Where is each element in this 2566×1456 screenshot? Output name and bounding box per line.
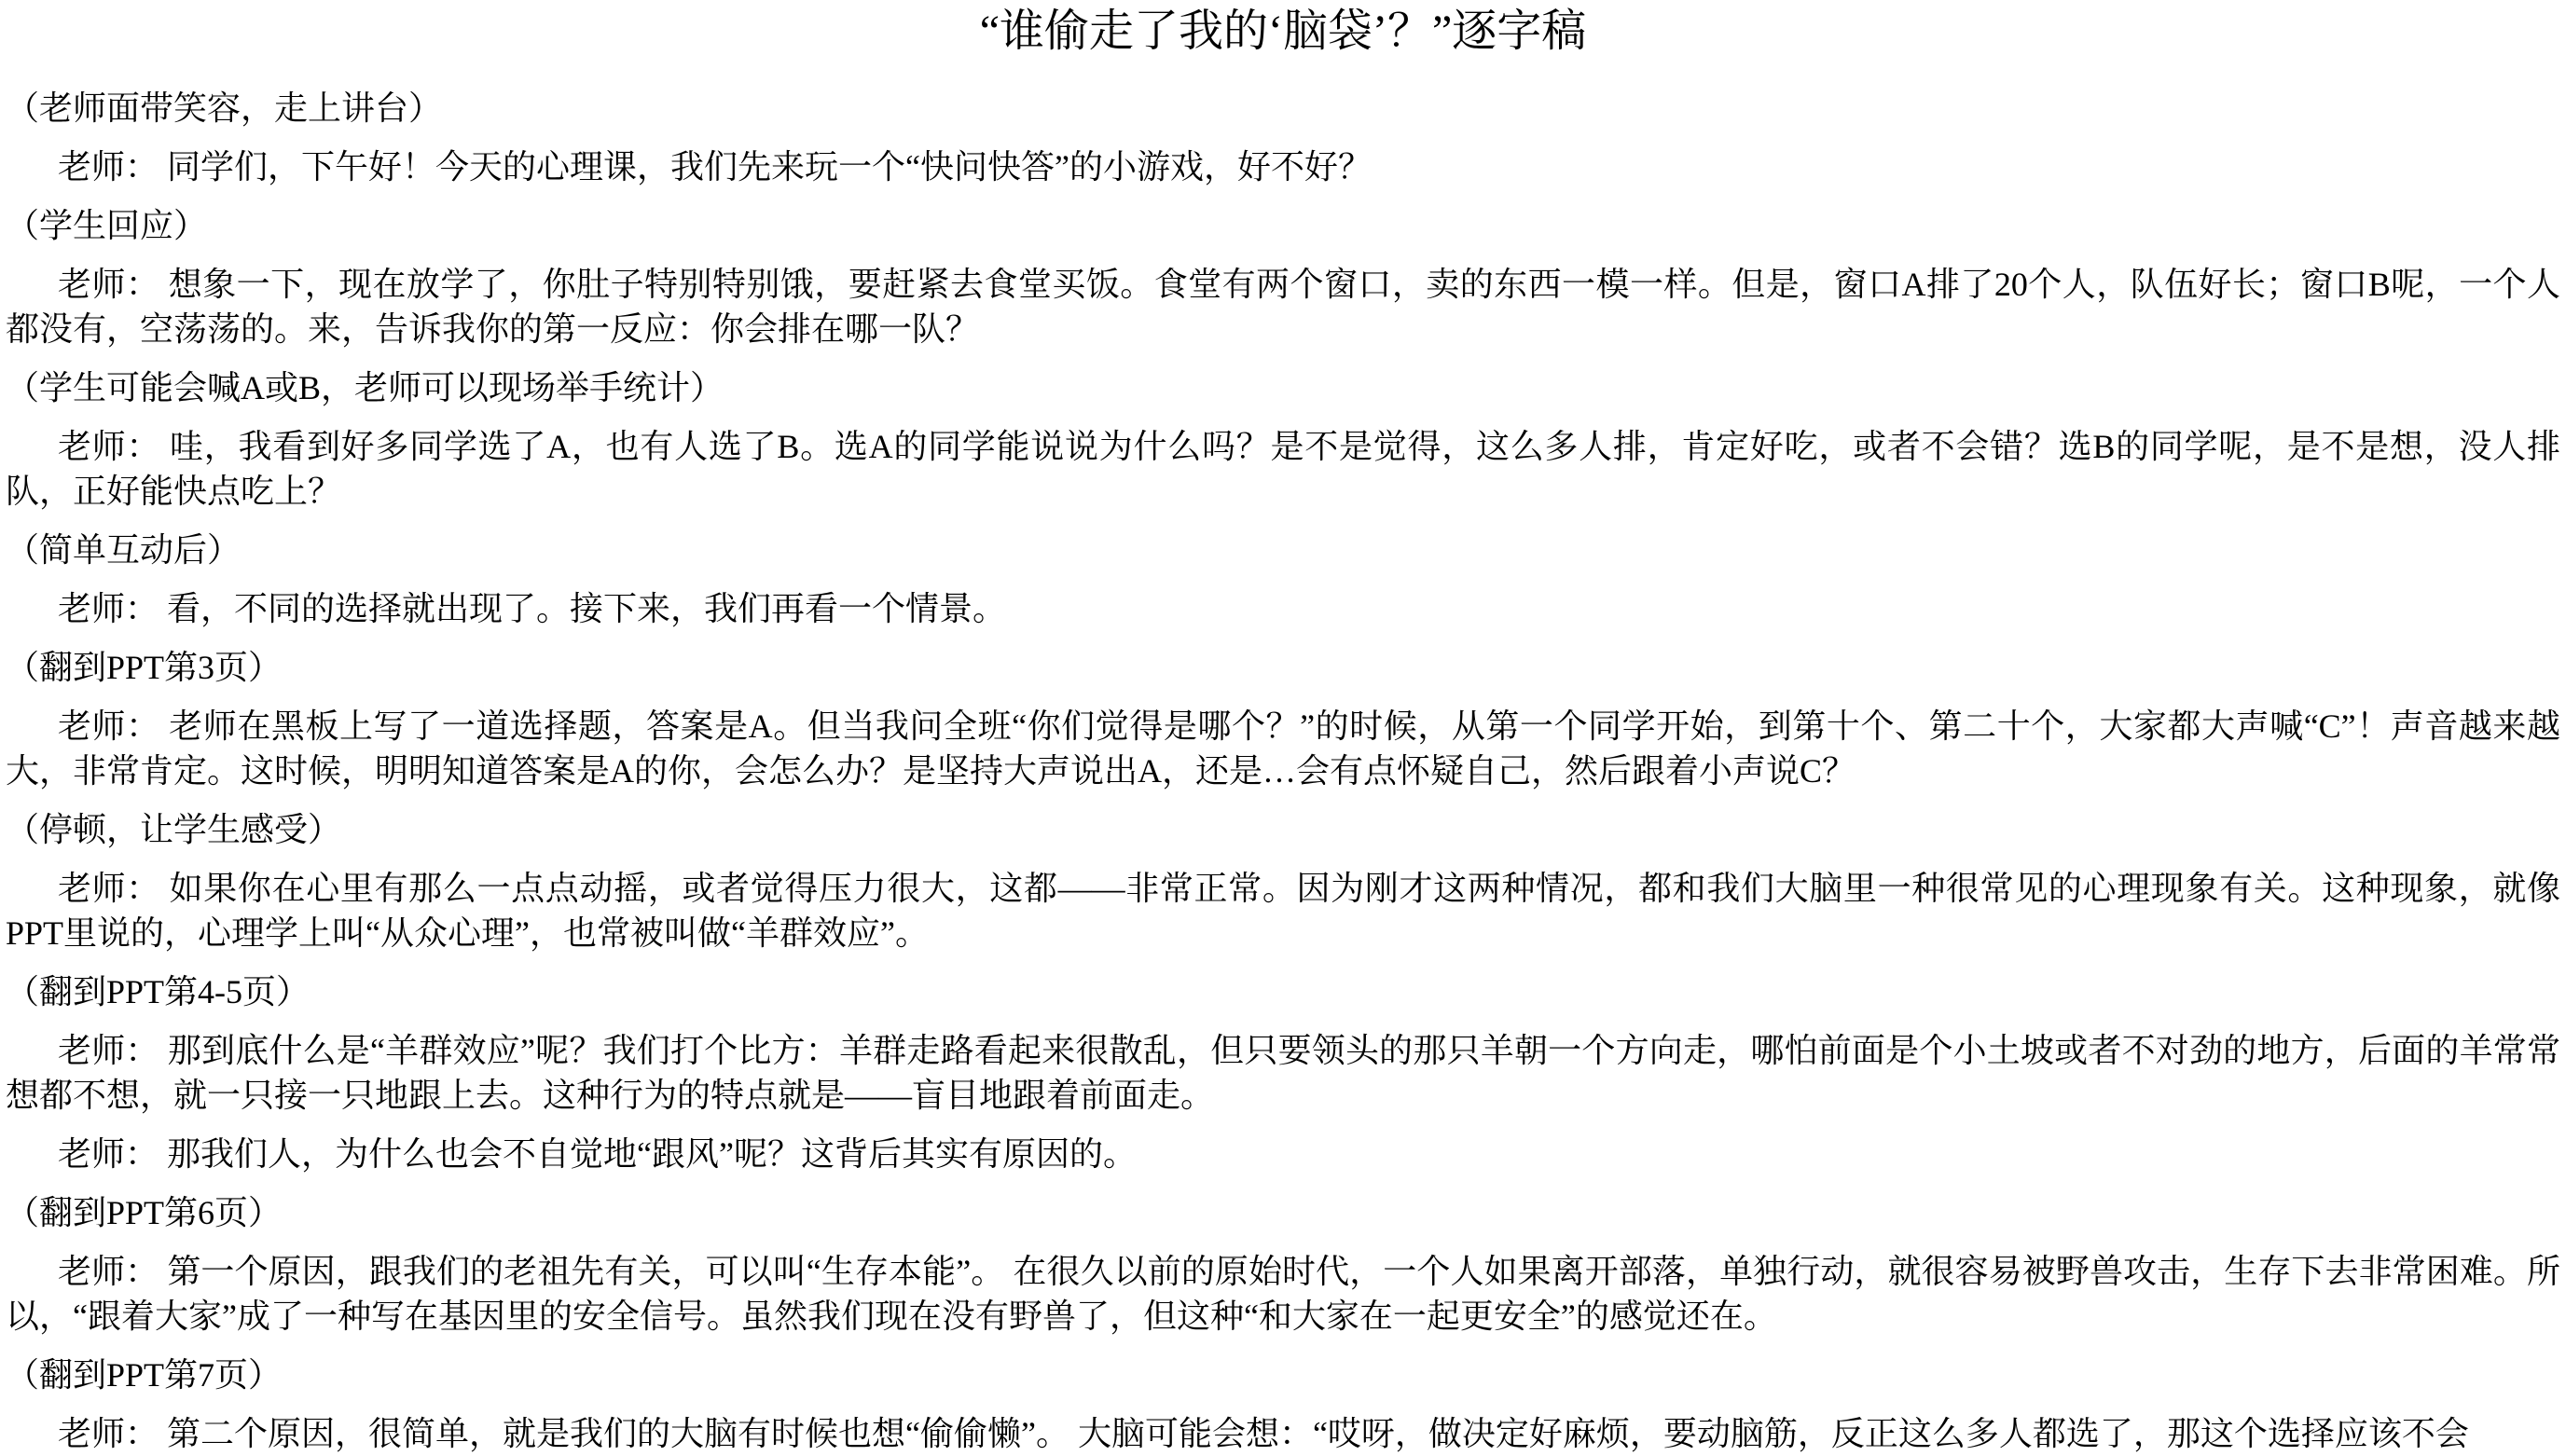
stage-direction-ppt-page-6: （翻到PPT第6页）: [6, 1194, 283, 1231]
stage-direction-ppt-page-4-5: （翻到PPT第4-5页）: [6, 973, 310, 1010]
stage-direction: （学生回应）: [6, 207, 208, 244]
stage-direction-ppt-page-3: （翻到PPT第3页）: [6, 649, 283, 686]
stage-direction: （老师面带笑容，走上讲台）: [6, 89, 443, 127]
teacher-line: 老师： 那我们人，为什么也会不自觉地“跟风”呢？这背后其实有原因的。: [58, 1135, 1137, 1173]
page-title: “谁偷走了我的‘脑袋’？”逐字稿: [979, 7, 1587, 56]
teacher-line-clipped: 老师： 第二个原因，很简单，就是我们的大脑有时候也想“偷偷懒”。 大脑可能会想：“哎呀，做决定好麻烦，要动脑筋，反正这么多人都选了，那这个选择应该不会: [58, 1415, 2469, 1452]
stage-direction: （简单互动后）: [6, 531, 241, 569]
teacher-line: 老师： 看，不同的选择就出现了。接下来，我们再看一个情景。: [58, 590, 1007, 627]
teacher-line: 老师： 老师在黑板上写了一道选择题，答案是A。但当我问全班“你们觉得是哪个？”的时候，从第一个同学开始，到第十个、第二十个，大家都大声喊“C”！声音越来越大，非常肯定。这时候，明明知道答案是A的你，会怎么办？是坚持大声说出A，还是…会有点怀疑自己，然后跟着小声说C？: [6, 707, 2560, 790]
teacher-line: 老师： 第一个原因，跟我们的老祖先有关，可以叫“生存本能”。 在很久以前的原始时代，一个人如果离开部落，单独行动，就很容易被野兽攻击，生存下去非常困难。所以，“跟着大家”成了一种写在基因里的安全信号。虽然我们现在没有野兽了，但这种“和大家在一起更安全”的感觉还在。: [6, 1253, 2560, 1335]
teacher-line: 老师： 同学们，下午好！今天的心理课，我们先来玩一个“快问快答”的小游戏，好不好？: [58, 148, 1372, 185]
teacher-line: 老师： 哇，我看到好多同学选了A，也有人选了B。选A的同学能说说为什么吗？是不是觉得，这么多人排，肯定好吃，或者不会错？选B的同学呢，是不是想，没人排队，正好能快点吃上？: [6, 428, 2560, 510]
stage-direction: （停顿，让学生感受）: [6, 811, 342, 848]
stage-direction-ppt-page-7: （翻到PPT第7页）: [6, 1356, 283, 1394]
teacher-line: 老师： 想象一下，现在放学了，你肚子特别特别饿，要赶紧去食堂买饭。食堂有两个窗口，卖的东西一模一样。但是，窗口A排了20个人，队伍好长；窗口B呢，一个人都没有，空荡荡的。来，告诉我你的第一反应：你会排在哪一队？: [6, 266, 2560, 348]
teacher-line: 老师： 如果你在心里有那么一点点动摇，或者觉得压力很大，这都——非常正常。因为刚才这两种情况，都和我们大脑里一种很常见的心理现象有关。这种现象，就像PPT里说的，心理学上叫“从众心理”，也常被叫做“羊群效应”。: [6, 870, 2560, 952]
stage-direction: （学生可能会喊A或B，老师可以现场举手统计）: [6, 369, 724, 406]
teacher-line: 老师： 那到底什么是“羊群效应”呢？我们打个比方：羊群走路看起来很散乱，但只要领头的那只羊朝一个方向走，哪怕前面是个小土坡或者不对劲的地方，后面的羊常常想都不想，就一只接一只地跟上去。这种行为的特点就是——盲目地跟着前面走。: [6, 1032, 2560, 1114]
